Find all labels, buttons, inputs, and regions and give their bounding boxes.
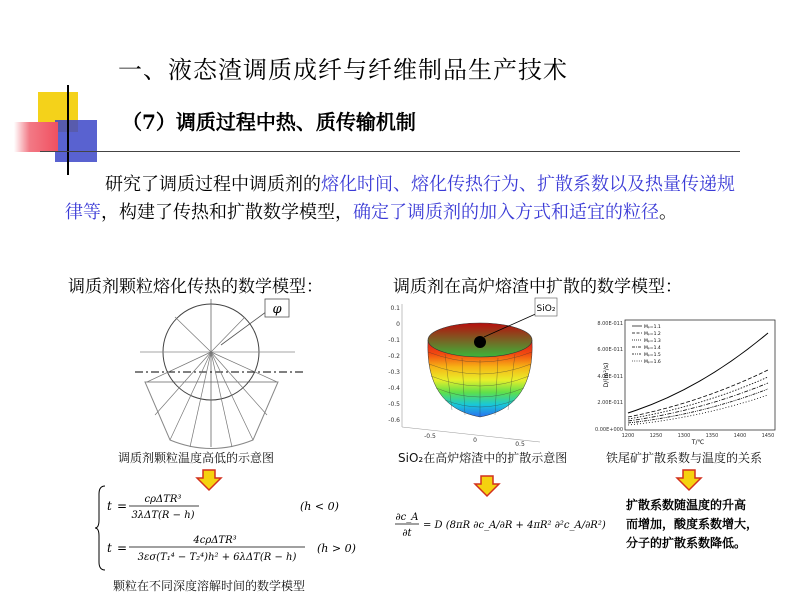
y-tick: -0.5 <box>388 401 400 408</box>
diffusion-equation <box>392 505 607 545</box>
legend-entry: Mₚ=1.6 <box>644 360 661 365</box>
note-line: 而增加，酸度系数增大， <box>626 517 759 531</box>
x-tick: 1200 <box>621 433 635 439</box>
body-text-2: ，构建了传热和扩散数学模型， <box>101 202 353 223</box>
eq2-condition: (h > 0) <box>317 542 356 555</box>
body-text-3: 。 <box>659 202 677 223</box>
y-tick: 0 <box>396 321 400 328</box>
x-tick: 1350 <box>705 433 719 439</box>
diffusion-coefficient-chart <box>590 315 785 445</box>
y-tick: 4.00E-011 <box>597 374 623 380</box>
body-paragraph <box>65 171 745 227</box>
eq1-denominator: 3λΔT(R − h) <box>131 510 195 521</box>
caption-sio2-diffusion: SiO₂在高炉熔渣中的扩散示意图 <box>398 451 568 465</box>
sio2-callout: SiO₂ <box>536 304 556 314</box>
note-line: 分子的扩散系数降低。 <box>626 536 747 550</box>
down-arrow-icon <box>474 475 500 497</box>
particle-temperature-diagram <box>125 297 310 447</box>
body-highlight-2: 确定了调质剂的加入方式和适宜的粒径 <box>353 202 659 223</box>
caption-diffusion-vs-temperature: 铁尾矿扩散系数与温度的关系 <box>606 451 763 465</box>
y-tick: -0.1 <box>388 337 400 344</box>
legend-entry: Mₚ=1.5 <box>644 353 661 358</box>
y-tick: 0.1 <box>390 305 400 312</box>
section-label-heat-model: 调质剂颗粒熔化传热的数学模型： <box>68 277 323 297</box>
diff-lhs-numerator: ∂c_A <box>395 512 419 523</box>
diff-rhs: = D (8πR ∂c_A/∂R + 4πR² ∂²c_A/∂R²) <box>423 520 606 531</box>
eq1-numerator: cρΔTR³ <box>144 494 182 505</box>
x-tick: 1400 <box>733 433 747 439</box>
title-divider <box>40 151 740 152</box>
eq1-t: t <box>107 499 112 513</box>
eq2-equals: = <box>117 541 128 555</box>
y-axis-label: D/(m²/s) <box>603 362 610 388</box>
note-line: 扩散系数随温度的升高 <box>626 498 747 512</box>
decor-red-bar <box>14 122 58 152</box>
y-tick: -0.4 <box>388 385 400 392</box>
eq2-t: t <box>107 541 112 555</box>
down-arrow-icon <box>676 469 702 491</box>
legend-entry: Mₚ=1.4 <box>644 346 661 351</box>
y-tick: 0.00E+000 <box>594 427 623 433</box>
y-tick: -0.3 <box>388 369 400 376</box>
legend-entry: Mₚ=1.2 <box>644 332 661 337</box>
legend-entry: Mₚ=1.1 <box>644 325 661 330</box>
conclusion-note <box>626 496 758 553</box>
x-tick: 0.5 <box>515 441 525 448</box>
caption-particle-temperature: 调质剂颗粒温度高低的示意图 <box>118 451 275 465</box>
y-tick: -0.6 <box>388 417 400 424</box>
eq1-condition: (h < 0) <box>300 500 339 513</box>
dissolution-time-equations <box>95 482 365 574</box>
y-tick: 6.00E-011 <box>597 347 623 353</box>
x-tick: 1250 <box>649 433 663 439</box>
y-tick: -0.2 <box>388 353 400 360</box>
x-tick: 0 <box>473 437 477 444</box>
legend-entry: Mₚ=1.3 <box>644 339 661 344</box>
y-tick: 2.00E-011 <box>597 400 623 406</box>
decor-vertical-line <box>67 85 69 175</box>
eq1-equals: = <box>117 499 128 513</box>
body-highlight-1: 熔化时间、熔化传热行为、扩散系数以及热量传递规律等 <box>65 174 735 223</box>
x-tick: 1300 <box>677 433 691 439</box>
x-tick: 1450 <box>761 433 775 439</box>
sio2-diffusion-hemisphere <box>390 292 560 447</box>
slide-subtitle: （7）调质过程中热、质传输机制 <box>122 110 416 134</box>
eq2-numerator: 4cρΔTR³ <box>193 535 237 546</box>
phi-label: φ <box>272 302 282 317</box>
caption-dissolution-model: 颗粒在不同深度溶解时间的数学模型 <box>113 579 306 593</box>
diff-lhs-denominator: ∂t <box>402 528 412 539</box>
x-axis-label: T/℃ <box>691 439 705 446</box>
body-text-1: 研究了调质过程中调质剂的 <box>105 174 321 195</box>
decor-blue-square <box>55 120 97 162</box>
y-tick: 8.00E-011 <box>597 321 623 327</box>
eq2-denominator: 3εσ(T₁⁴ − T₂⁴)h² + 6λΔT(R − h) <box>137 552 297 563</box>
slide-title: 一、液态渣调质成纤与纤维制品生产技术 <box>118 56 568 84</box>
section-label-diffusion-model: 调质剂在高炉熔渣中扩散的数学模型： <box>393 277 682 297</box>
x-tick: -0.5 <box>424 433 436 440</box>
